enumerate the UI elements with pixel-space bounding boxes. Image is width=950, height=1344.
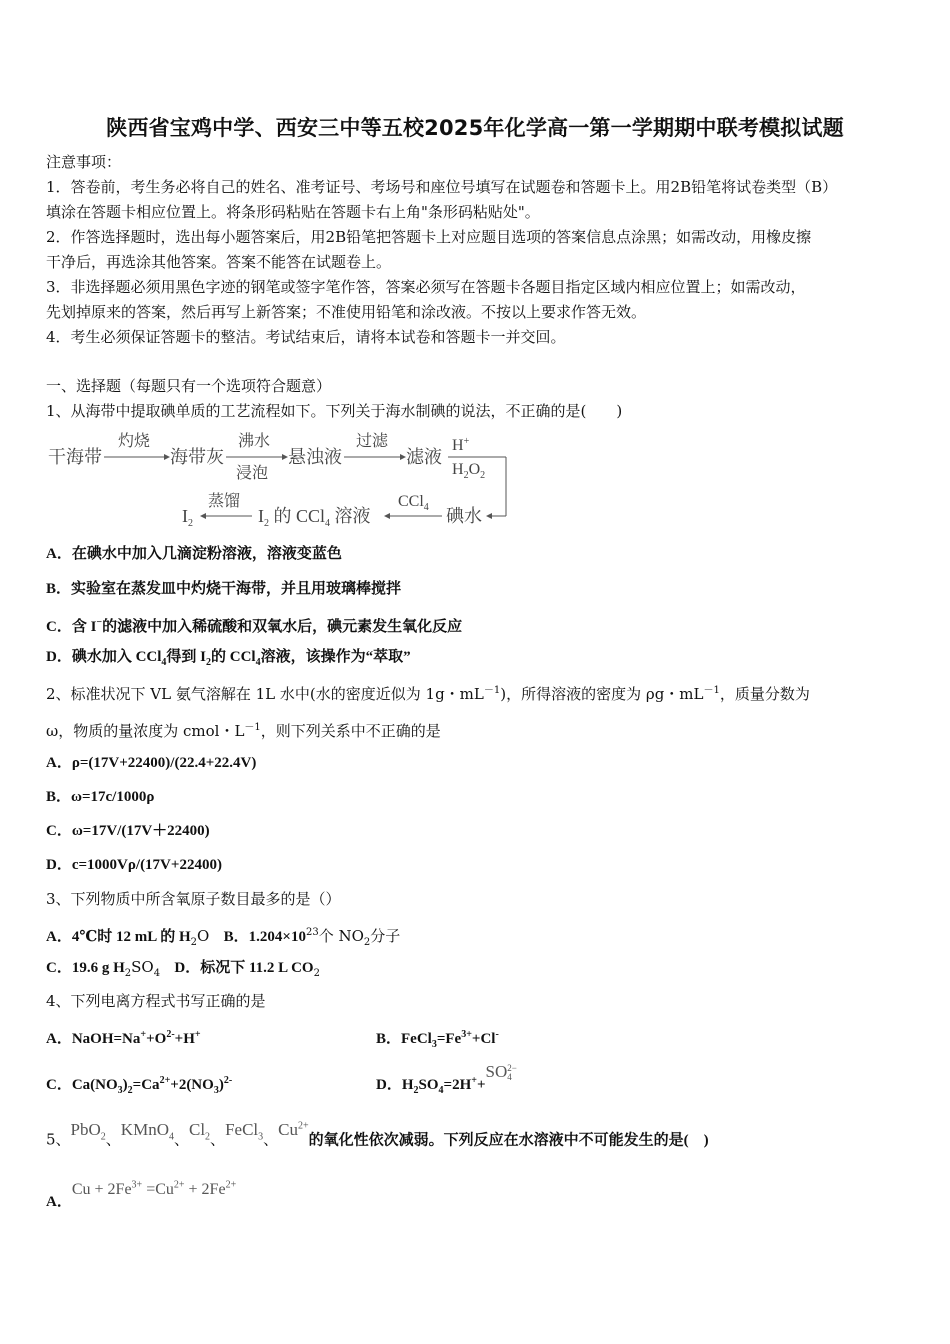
notice-line: 3．非选择题必须用黑色字迹的钢笔或签字笔作答，答案必须写在答题卡各题目指定区域内相应位置上；如需改动， bbox=[46, 278, 806, 296]
flow-label: 过滤 bbox=[356, 433, 389, 450]
flow-node: 碘水 bbox=[446, 506, 482, 526]
flow-node: 海带灰 bbox=[170, 447, 224, 467]
flow-label: 灼烧 bbox=[118, 433, 151, 450]
notice-line: 填涂在答题卡相应位置上。将条形码粘贴在答题卡右上角"条形码粘贴处"。 bbox=[46, 203, 540, 221]
flow-label: 浸泡 bbox=[236, 465, 269, 482]
q5-option-a: A．$Cu + 2Fe^{3+} =Cu^{2+} + 2Fe^{2+}$ bbox=[46, 1180, 237, 1211]
q2-option-b: B．ω=17c/1000ρ bbox=[46, 789, 155, 805]
q4-stem: 4、下列电离方程式书写正确的是 bbox=[46, 992, 266, 1010]
flow-label: $H_2O_2$ bbox=[452, 461, 486, 481]
iodine-flow-diagram bbox=[46, 430, 516, 530]
q2-option-a: A．ρ=(17V+22400)/(22.4+22.4V) bbox=[46, 755, 257, 771]
q4-option-c: C．$Ca(NO_3)_2=Ca^{2+}+2(NO_3)^{2-}$ bbox=[46, 1075, 233, 1096]
q4-option-d: D．$H_2SO_4=2H^++SO$ 2− 4 bbox=[376, 1062, 517, 1096]
q1-option-d: D．碘水加入 CCl$_4$得到 $I_2$的 CCl$_4$溶液，该操作为“萃取” bbox=[46, 649, 411, 668]
q2-stem: 2、标准状况下 VL 氨气溶解在 1L 水中(水的密度近似为 1g・$mL^{-1}$)，所得溶液的密度为 ρg・$mL^{-1}$，质量分数为 bbox=[46, 685, 810, 703]
arrow-head-icon bbox=[486, 513, 492, 519]
section-heading: 一、选择题（每题只有一个选项符合题意） bbox=[46, 377, 332, 395]
q4-option-a: A．$NaOH=Na^++O^{2-}+H^+$ bbox=[46, 1029, 201, 1047]
flow-label: 沸水 bbox=[238, 433, 271, 450]
q4-option-b: B．$FeCl_3=Fe^{3+}+Cl^-$ bbox=[376, 1029, 499, 1050]
flow-label: H+ bbox=[452, 436, 470, 454]
q3-options-cd: C．19.6 g $H_2SO_4$ D．标况下 11.2 L $CO_2$ bbox=[46, 958, 320, 979]
q3-options-ab: A．4℃时 12 mL 的 $H_2O$ B．$1.204\times 10^{23}$个 $NO_2$分子 bbox=[46, 927, 401, 948]
q1-option-a: A．在碘水中加入几滴淀粉溶液，溶液变蓝色 bbox=[46, 546, 342, 562]
notice-line: 4．考生必须保证答题卡的整洁。考试结束后，请将本试卷和答题卡一并交回。 bbox=[46, 328, 566, 346]
q1-option-b: B．实验室在蒸发皿中灼烧干海带，并且用玻璃棒搅拌 bbox=[46, 581, 402, 597]
arrow-head-icon bbox=[200, 513, 206, 519]
notice-line: 干净后，再选涂其他答案。答案不能答在试题卷上。 bbox=[46, 253, 392, 271]
q5-stem: 5、PbO$_2$、KMnO$_4$、$Cl_2$、FeCl$_3$、$Cu^{2+}$的氧化性依次减弱。下列反应在水溶液中不可能发生的是( ) bbox=[46, 1119, 709, 1149]
sulfate-ion: SO 2− 4 bbox=[485, 1062, 517, 1083]
flow-label: 蒸馏 bbox=[208, 493, 241, 510]
notice-line: 1．答卷前，考生务必将自己的姓名、准考证号、考场号和座位号填写在试题卷和答题卡上。用2B铅笔将试卷类型（B） bbox=[46, 178, 838, 196]
flow-node: 悬浊液 bbox=[288, 447, 342, 467]
notice-heading: 注意事项： bbox=[46, 153, 122, 171]
page-title: 陕西省宝鸡中学、西安三中等五校2025年化学高一第一学期期中联考模拟试题 bbox=[106, 116, 844, 140]
arrow-head-icon bbox=[384, 513, 390, 519]
flow-node: 滤液 bbox=[406, 447, 442, 467]
q2-option-c: C．ω=17V/(17V＋22400) bbox=[46, 823, 210, 839]
notice-line: 先划掉原来的答案，然后再写上新答案；不准使用铅笔和涂改液。不按以上要求作答无效。 bbox=[46, 303, 647, 321]
flow-label: CCl$_4$ bbox=[398, 493, 429, 513]
flow-node: 干海带 bbox=[48, 447, 102, 467]
q2-option-d: D．c=1000Vρ/(17V+22400) bbox=[46, 857, 222, 873]
flow-node: $I_2$ bbox=[182, 506, 193, 529]
notice-line: 2．作答选择题时，选出每小题答案后，用2B铅笔把答题卡上对应题目选项的答案信息点涂黑；如需改动，用橡皮擦 bbox=[46, 228, 812, 246]
flow-node: $I_2$ 的 CCl$_4$ 溶液 bbox=[258, 506, 371, 529]
q1-stem: 1、从海带中提取碘单质的工艺流程如下。下列关于海水制碘的说法，不正确的是( ) bbox=[46, 402, 623, 420]
q2-stem-cont: ω，物质的量浓度为 cmol・$L^{-1}$，则下列关系中不正确的是 bbox=[46, 722, 441, 740]
q3-stem: 3、下列物质中所含氧原子数目最多的是（） bbox=[46, 890, 341, 908]
q1-option-c: C．含 I−的滤液中加入稀硫酸和双氧水后，碘元素发生氧化反应 bbox=[46, 617, 463, 635]
